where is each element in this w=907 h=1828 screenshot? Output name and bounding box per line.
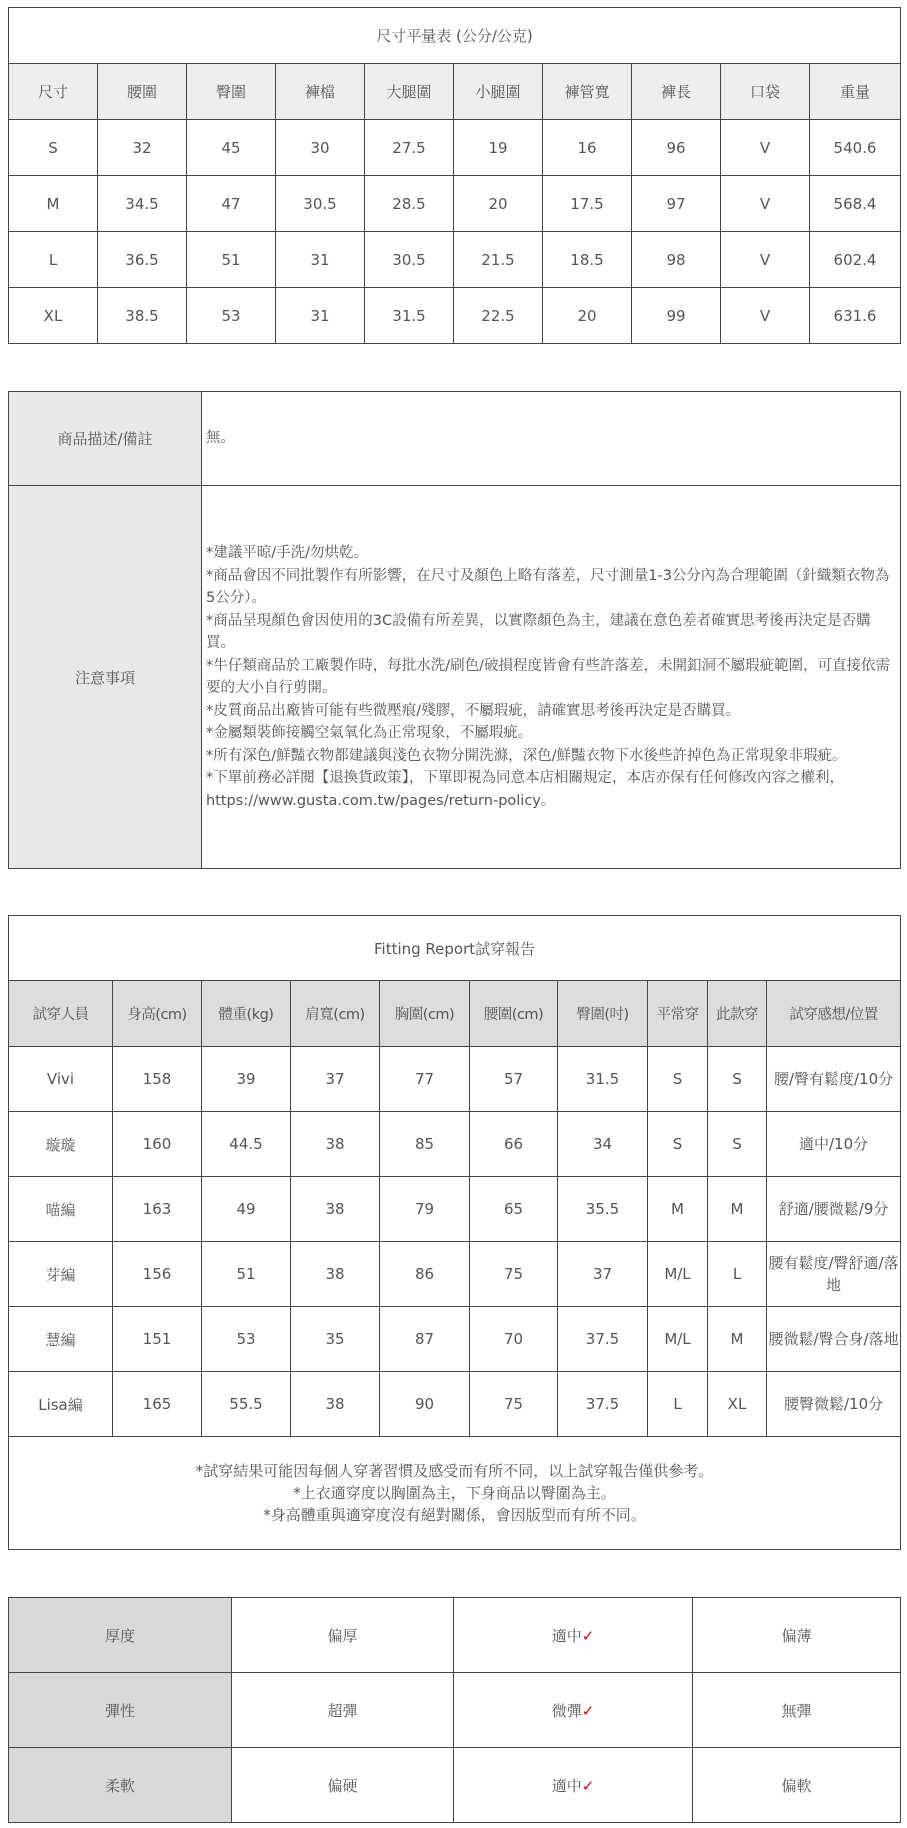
note-line: *建議平晾/手洗/勿烘乾。 xyxy=(206,545,369,561)
table-cell: 55.5 xyxy=(202,1372,291,1437)
table-cell: M xyxy=(648,1177,708,1242)
attribute-option xyxy=(693,1673,901,1748)
attribute-option xyxy=(454,1598,693,1673)
fitting-report-section xyxy=(8,915,900,1550)
column-header: 尺寸 xyxy=(9,64,98,120)
table-cell: S xyxy=(648,1112,708,1177)
check-icon: ✓ xyxy=(581,1776,595,1795)
footnote-line: *身高體重與適穿度沒有絕對關係，會因版型而有所不同。 xyxy=(263,1506,646,1524)
table-cell: 65 xyxy=(470,1177,558,1242)
table-cell: 31.5 xyxy=(365,288,454,344)
table-cell: 適中/10分 xyxy=(767,1112,901,1177)
table-cell: L xyxy=(9,232,98,288)
table-cell: M/L xyxy=(648,1242,708,1307)
option-label: 適中 xyxy=(551,1776,582,1795)
table-cell: 79 xyxy=(380,1177,470,1242)
column-header: 試穿人員 xyxy=(9,981,113,1047)
attribute-label: 厚度 xyxy=(9,1598,232,1673)
table-cell: 631.6 xyxy=(810,288,901,344)
table-cell: M xyxy=(708,1177,767,1242)
table-cell: 36.5 xyxy=(98,232,187,288)
table-cell: 96 xyxy=(632,120,721,176)
table-cell: 喵編 xyxy=(9,1177,113,1242)
description-section xyxy=(8,391,900,869)
column-header: 臀圍(吋) xyxy=(558,981,648,1047)
option-label: 偏軟 xyxy=(781,1776,812,1795)
attribute-option xyxy=(232,1748,454,1823)
column-header: 小腿圍 xyxy=(454,64,543,120)
table-cell: 163 xyxy=(113,1177,202,1242)
attribute-option xyxy=(454,1748,693,1823)
note-line: *下單前務必詳閱【退換貨政策】，下單即視為同意本店相關規定，本店亦保有任何修改內容之權利，https://www.gusta.com.tw/pages/return-policy。 xyxy=(206,770,844,809)
table-cell: 75 xyxy=(470,1242,558,1307)
table-cell: 38 xyxy=(291,1112,380,1177)
table-cell: 51 xyxy=(202,1242,291,1307)
note-line: *商品會因不同批製作有所影響，在尺寸及顏色上略有落差，尺寸測量1-3公分內為合理範圍（針織類衣物為5公分）。 xyxy=(206,567,890,606)
table-cell: 芽編 xyxy=(9,1242,113,1307)
table-cell: 97 xyxy=(632,176,721,232)
table-row xyxy=(9,288,901,344)
attribute-option xyxy=(232,1673,454,1748)
table-cell: Lisa編 xyxy=(9,1372,113,1437)
attribute-option xyxy=(693,1748,901,1823)
table-cell: 17.5 xyxy=(543,176,632,232)
footnote-line: *試穿結果可能因每個人穿著習慣及感受而有所不同，以上試穿報告僅供參考。 xyxy=(195,1462,714,1480)
table-row xyxy=(9,1242,901,1307)
table-cell: 49 xyxy=(202,1177,291,1242)
attributes-section xyxy=(8,1597,900,1823)
column-header: 肩寬(cm) xyxy=(291,981,380,1047)
table-cell: M/L xyxy=(648,1307,708,1372)
column-header: 此款穿 xyxy=(708,981,767,1047)
footnote-line: *上衣適穿度以胸圍為主，下身商品以臀圍為主。 xyxy=(293,1484,616,1502)
attribute-row xyxy=(9,1598,901,1673)
column-header: 試穿感想/位置 xyxy=(767,981,901,1047)
table-cell: 18.5 xyxy=(543,232,632,288)
table-cell: 34.5 xyxy=(98,176,187,232)
table-cell: 39 xyxy=(202,1047,291,1112)
table-cell: 99 xyxy=(632,288,721,344)
table-cell: M xyxy=(708,1307,767,1372)
table-cell: 30.5 xyxy=(276,176,365,232)
table-cell: 70 xyxy=(470,1307,558,1372)
table-cell: V xyxy=(721,232,810,288)
column-header: 身高(cm) xyxy=(113,981,202,1047)
notes-label: 注意事項 xyxy=(9,486,202,869)
table-row xyxy=(9,232,901,288)
table-cell: 腰微鬆/臀合身/落地 xyxy=(767,1307,901,1372)
table-cell: S xyxy=(708,1047,767,1112)
table-cell: 57 xyxy=(470,1047,558,1112)
table-cell: M xyxy=(9,176,98,232)
column-header: 重量 xyxy=(810,64,901,120)
table-cell: 22.5 xyxy=(454,288,543,344)
table-cell: 31.5 xyxy=(558,1047,648,1112)
table-cell: 腰/臀有鬆度/10分 xyxy=(767,1047,901,1112)
column-header: 臀圍 xyxy=(187,64,276,120)
option-label: 偏硬 xyxy=(327,1776,358,1795)
description-value: 無。 xyxy=(202,392,901,486)
fitting-report-table xyxy=(8,915,901,1550)
column-header: 褲檔 xyxy=(276,64,365,120)
table-cell: S xyxy=(708,1112,767,1177)
table-cell: 37.5 xyxy=(558,1307,648,1372)
column-header: 體重(kg) xyxy=(202,981,291,1047)
table-cell: 151 xyxy=(113,1307,202,1372)
table-cell: 160 xyxy=(113,1112,202,1177)
table-cell: XL xyxy=(9,288,98,344)
table-cell: 32 xyxy=(98,120,187,176)
table-cell: 98 xyxy=(632,232,721,288)
table-cell: 腰有鬆度/臀舒適/落地 xyxy=(767,1242,901,1307)
notes-content xyxy=(202,486,901,869)
table-cell: 47 xyxy=(187,176,276,232)
table-cell: 30 xyxy=(276,120,365,176)
table-row xyxy=(9,176,901,232)
table-cell: S xyxy=(648,1047,708,1112)
column-header: 大腿圍 xyxy=(365,64,454,120)
note-line: *所有深色/鮮豔衣物都建議與淺色衣物分開洗滌，深色/鮮豔衣物下水後些許掉色為正常現象非瑕疵。 xyxy=(206,747,847,764)
table-cell: 87 xyxy=(380,1307,470,1372)
attribute-option xyxy=(454,1673,693,1748)
table-cell: 舒適/腰微鬆/9分 xyxy=(767,1177,901,1242)
note-line: *金屬類裝飾接觸空氣氧化為正常現象，不屬瑕疵。 xyxy=(206,725,533,741)
attribute-row xyxy=(9,1748,901,1823)
size-table-header xyxy=(9,64,901,120)
table-row xyxy=(9,120,901,176)
table-cell: 66 xyxy=(470,1112,558,1177)
description-label: 商品描述/備註 xyxy=(9,392,202,486)
column-header: 平常穿 xyxy=(648,981,708,1047)
table-cell: 85 xyxy=(380,1112,470,1177)
attribute-label: 柔軟 xyxy=(9,1748,232,1823)
table-cell: 602.4 xyxy=(810,232,901,288)
size-table-title: 尺寸平量表 (公分/公克) xyxy=(9,8,901,64)
table-cell: 37 xyxy=(291,1047,380,1112)
option-label: 適中 xyxy=(551,1626,582,1645)
option-label: 微彈 xyxy=(551,1701,582,1720)
note-line: *皮質商品出廠皆可能有些微壓痕/殘膠，不屬瑕疵，請確實思考後再決定是否購買。 xyxy=(206,702,741,719)
table-cell: 38 xyxy=(291,1372,380,1437)
table-cell: 44.5 xyxy=(202,1112,291,1177)
description-table xyxy=(8,391,901,869)
table-cell: 165 xyxy=(113,1372,202,1437)
table-cell: V xyxy=(721,120,810,176)
attribute-row xyxy=(9,1673,901,1748)
column-header: 胸圍(cm) xyxy=(380,981,470,1047)
table-cell: XL xyxy=(708,1372,767,1437)
fitting-footnotes xyxy=(9,1437,901,1550)
table-cell: 45 xyxy=(187,120,276,176)
option-label: 偏薄 xyxy=(781,1626,812,1645)
check-icon: ✓ xyxy=(581,1701,595,1720)
table-cell: L xyxy=(648,1372,708,1437)
table-cell: 37 xyxy=(558,1242,648,1307)
table-cell: 21.5 xyxy=(454,232,543,288)
table-cell: 37.5 xyxy=(558,1372,648,1437)
table-cell: 31 xyxy=(276,288,365,344)
size-table xyxy=(8,7,901,344)
table-cell: 璇璇 xyxy=(9,1112,113,1177)
table-cell: 75 xyxy=(470,1372,558,1437)
table-cell: V xyxy=(721,176,810,232)
table-cell: 慧編 xyxy=(9,1307,113,1372)
check-icon: ✓ xyxy=(581,1626,595,1645)
attribute-option xyxy=(693,1598,901,1673)
option-label: 無彈 xyxy=(781,1701,812,1720)
table-cell: 31 xyxy=(276,232,365,288)
column-header: 口袋 xyxy=(721,64,810,120)
note-line: *商品呈現顏色會因使用的3C設備有所差異，以實際顏色為主，建議在意色差者確實思考後再決定是否購買。 xyxy=(206,612,871,651)
table-row xyxy=(9,1307,901,1372)
fitting-report-header xyxy=(9,981,901,1047)
table-cell: 53 xyxy=(187,288,276,344)
fitting-report-title: Fitting Report試穿報告 xyxy=(9,916,901,981)
table-cell: 158 xyxy=(113,1047,202,1112)
table-cell: 28.5 xyxy=(365,176,454,232)
size-table-section xyxy=(8,7,900,344)
attributes-table xyxy=(8,1597,901,1823)
table-cell: 38 xyxy=(291,1242,380,1307)
table-cell: S xyxy=(9,120,98,176)
table-cell: 34 xyxy=(558,1112,648,1177)
table-cell: V xyxy=(721,288,810,344)
table-cell: 86 xyxy=(380,1242,470,1307)
table-cell: 568.4 xyxy=(810,176,901,232)
column-header: 褲長 xyxy=(632,64,721,120)
table-cell: 38 xyxy=(291,1177,380,1242)
attribute-label: 彈性 xyxy=(9,1673,232,1748)
table-cell: 35.5 xyxy=(558,1177,648,1242)
attribute-option xyxy=(232,1598,454,1673)
table-cell: 156 xyxy=(113,1242,202,1307)
table-cell: Vivi xyxy=(9,1047,113,1112)
table-row xyxy=(9,1112,901,1177)
option-label: 偏厚 xyxy=(327,1626,358,1645)
column-header: 褲管寬 xyxy=(543,64,632,120)
table-row xyxy=(9,1177,901,1242)
table-cell: 35 xyxy=(291,1307,380,1372)
column-header: 腰圍 xyxy=(98,64,187,120)
table-cell: 30.5 xyxy=(365,232,454,288)
table-cell: 19 xyxy=(454,120,543,176)
note-line: *牛仔類商品於工廠製作時，每批水洗/刷色/破損程度皆會有些許落差，未開釦洞不屬瑕疵範圍，可直接依需要的大小自行剪開。 xyxy=(206,657,891,696)
table-cell: 77 xyxy=(380,1047,470,1112)
table-cell: 20 xyxy=(543,288,632,344)
table-cell: 20 xyxy=(454,176,543,232)
table-cell: 27.5 xyxy=(365,120,454,176)
table-cell: 90 xyxy=(380,1372,470,1437)
option-label: 超彈 xyxy=(327,1701,358,1720)
table-cell: 16 xyxy=(543,120,632,176)
table-row xyxy=(9,1372,901,1437)
table-cell: 53 xyxy=(202,1307,291,1372)
table-cell: 540.6 xyxy=(810,120,901,176)
table-cell: 38.5 xyxy=(98,288,187,344)
column-header: 腰圍(cm) xyxy=(470,981,558,1047)
table-row xyxy=(9,1047,901,1112)
table-cell: 51 xyxy=(187,232,276,288)
table-cell: L xyxy=(708,1242,767,1307)
table-cell: 腰臀微鬆/10分 xyxy=(767,1372,901,1437)
